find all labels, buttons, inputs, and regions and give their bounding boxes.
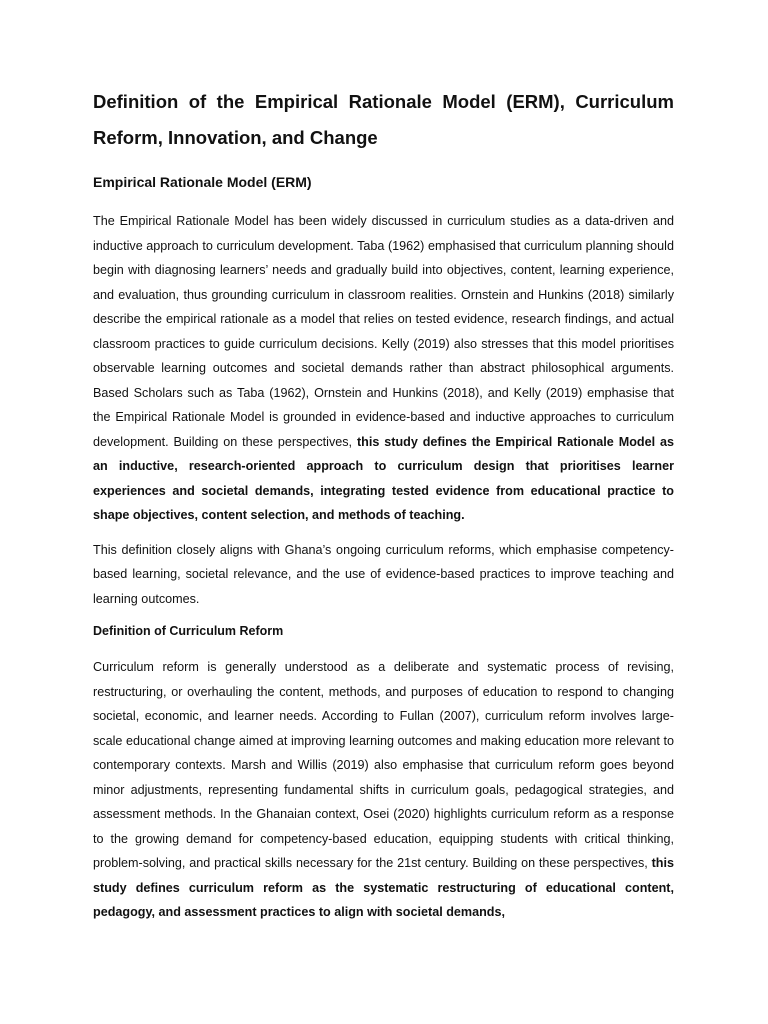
paragraph-text: The Empirical Rationale Model has been widely discussed in curriculum studies as a data-driven and inductive approach to curriculum development. Taba (1962) emphasised that curriculum planning should begin with diagnosing learners’ needs and gradually build into objectives, content, learning experience, and evaluation, thus grounding curriculum in classroom realities. Ornstein and Hunkins (2018) similarly describe the empirical rationale as a model that relies on tested evidence, research findings, and actual classroom practices to guide curriculum decisions. Kelly (2019) also stresses that this model prioritises observable learning outcomes and societal demands rather than abstract philosophical arguments. Based Scholars such as Taba (1962), Ornstein and Hunkins (2018), and Kelly (2019) emphasise that the Empirical Rationale Model is grounded in evidence-based and inductive approaches to curriculum development. Building on these perspectives, [93, 214, 674, 449]
paragraph-text: Curriculum reform is generally understood as a deliberate and systematic process of revising, restructuring, or overhauling the content, methods, and purposes of education to respond to changing societal, economic, and learner needs. According to Fullan (2007), curriculum reform involves large-scale educational change aimed at improving learning outcomes and making education more relevant to contemporary contexts. Marsh and Willis (2019) also emphasise that curriculum reform goes beyond minor adjustments, representing fundamental shifts in curriculum goals, pedagogical strategies, and assessment methods. In the Ghanaian context, Osei (2020) highlights curriculum reform as a response to the growing demand for competency-based education, equipping students with critical thinking, problem-solving, and practical skills necessary for the 21st century. Building on these perspectives, [93, 660, 674, 870]
section-heading-erm: Empirical Rationale Model (ERM) [93, 174, 312, 190]
section-heading-curriculum-reform: Definition of Curriculum Reform [93, 624, 284, 638]
paragraph-bold-definition: this study defines the Empirical Rationale Model as an inductive, research-oriented approach to curriculum design that prioritises learner experiences and societal demands, integrating tested evidence from educational practice to shape objectives, content selection, and methods of teaching. [93, 434, 674, 522]
paragraph-ghana-alignment [93, 538, 674, 612]
document-page [93, 84, 674, 935]
document-title: Definition of the Empirical Rationale Model (ERM), Curriculum Reform, Innovation, and Change [93, 91, 674, 148]
paragraph-bold-definition: this study defines curriculum reform as the systematic restructuring of educational content, pedagogy, and assessment practices to align with societal demands, [93, 856, 674, 919]
paragraph-curriculum-reform [93, 655, 674, 925]
paragraph-text: This definition closely aligns with Ghana’s ongoing curriculum reforms, which emphasise competency-based learning, societal relevance, and the use of evidence-based practices to improve teaching and learning outcomes. [93, 542, 674, 606]
paragraph-erm-definition [93, 209, 674, 528]
